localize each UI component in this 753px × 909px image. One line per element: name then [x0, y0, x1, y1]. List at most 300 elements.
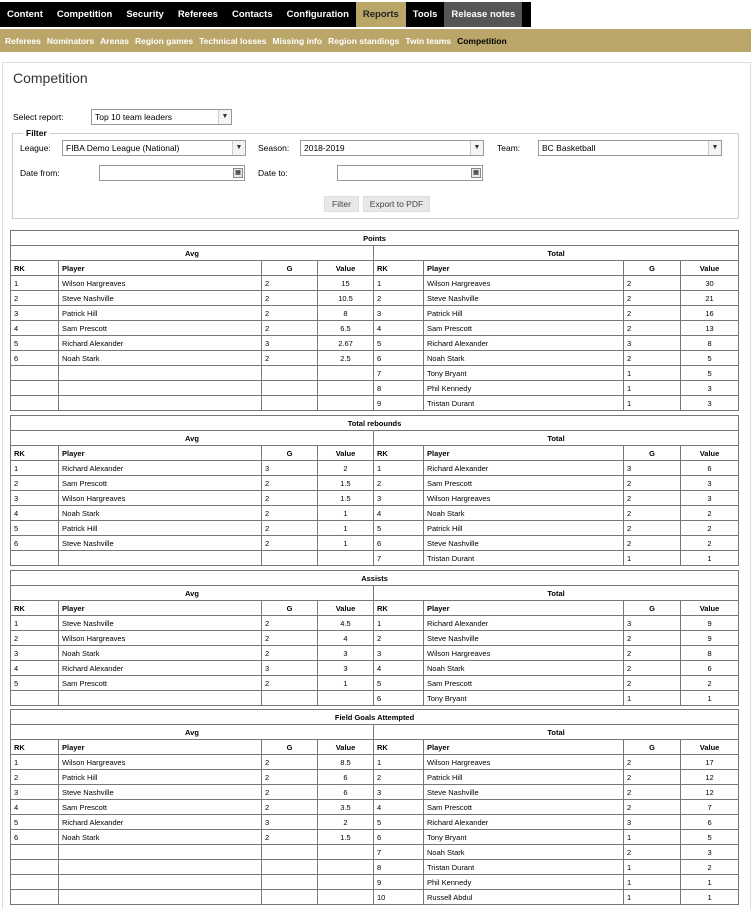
- value-cell: 1: [318, 676, 374, 691]
- games-cell: 1: [624, 691, 681, 706]
- league-row: [20, 140, 246, 156]
- rank-cell: 1: [11, 616, 59, 631]
- player-cell: Tony Bryant: [424, 691, 624, 706]
- chevron-down-icon: ▼: [218, 110, 231, 124]
- topnav-item-configuration[interactable]: Configuration: [286, 9, 349, 20]
- games-cell: 1: [624, 366, 681, 381]
- table-row: [11, 830, 739, 845]
- value-cell: 1.5: [318, 830, 374, 845]
- player-cell: Steve Nashville: [59, 536, 262, 551]
- player-cell: Wilson Hargreaves: [59, 631, 262, 646]
- games-cell: [262, 381, 318, 396]
- column-header-row: [11, 740, 739, 755]
- table-row: [11, 321, 739, 336]
- player-cell: [59, 890, 262, 905]
- rk-header: RK: [11, 446, 59, 461]
- value-header: Value: [681, 261, 739, 276]
- table-row: [11, 646, 739, 661]
- avg-total-header-row: [11, 725, 739, 740]
- player-cell: Wilson Hargreaves: [59, 276, 262, 291]
- player-cell: Sam Prescott: [424, 476, 624, 491]
- player-cell: Noah Stark: [59, 646, 262, 661]
- total-header: Total: [374, 725, 739, 740]
- value-cell: 8: [681, 646, 739, 661]
- games-cell: 2: [624, 800, 681, 815]
- value-cell: 4.5: [318, 616, 374, 631]
- top-navigation: [0, 0, 753, 29]
- date-from-label: Date from:: [20, 168, 60, 178]
- topnav-item-reports[interactable]: Reports: [356, 2, 406, 27]
- games-cell: 2: [262, 321, 318, 336]
- games-cell: 3: [624, 815, 681, 830]
- value-cell: 2: [681, 676, 739, 691]
- player-cell: Richard Alexander: [424, 461, 624, 476]
- games-cell: [262, 860, 318, 875]
- table-row: [11, 631, 739, 646]
- table-row: [11, 785, 739, 800]
- player-cell: Wilson Hargreaves: [424, 276, 624, 291]
- subnav-item-referees[interactable]: Referees: [5, 35, 41, 46]
- topnav-item-security[interactable]: Security: [126, 9, 164, 20]
- games-cell: 3: [262, 461, 318, 476]
- games-cell: 2: [624, 785, 681, 800]
- table-row: [11, 755, 739, 770]
- games-cell: 2: [624, 506, 681, 521]
- value-cell: [318, 381, 374, 396]
- table-row: [11, 336, 739, 351]
- date-to-input[interactable]: [337, 165, 483, 181]
- rank-cell: 4: [374, 800, 424, 815]
- games-cell: [262, 551, 318, 566]
- column-header-row: [11, 446, 739, 461]
- value-cell: 8.5: [318, 755, 374, 770]
- rank-cell: 6: [374, 536, 424, 551]
- player-cell: Noah Stark: [424, 845, 624, 860]
- subnav-item-technical-losses[interactable]: Technical losses: [199, 35, 267, 46]
- player-cell: Tristan Durant: [424, 860, 624, 875]
- value-cell: 9: [681, 616, 739, 631]
- rank-cell: 5: [374, 521, 424, 536]
- value-cell: 2: [681, 860, 739, 875]
- avg-header: Avg: [11, 431, 374, 446]
- chevron-down-icon: ▼: [232, 141, 245, 155]
- chevron-down-icon: ▼: [470, 141, 483, 155]
- value-cell: 6: [318, 785, 374, 800]
- games-cell: 2: [262, 800, 318, 815]
- player-cell: Richard Alexander: [424, 815, 624, 830]
- player-cell: Richard Alexander: [424, 616, 624, 631]
- rank-cell: 6: [11, 536, 59, 551]
- value-cell: 8: [681, 336, 739, 351]
- table-row: [11, 521, 739, 536]
- rank-cell: 3: [374, 306, 424, 321]
- rank-cell: 10: [374, 890, 424, 905]
- player-cell: Phil Kennedy: [424, 381, 624, 396]
- rank-cell: 7: [374, 551, 424, 566]
- table-row: [11, 396, 739, 411]
- player-cell: Patrick Hill: [59, 521, 262, 536]
- player-cell: Sam Prescott: [59, 800, 262, 815]
- team-label: Team:: [497, 143, 521, 153]
- games-cell: 2: [262, 476, 318, 491]
- table-row: [11, 306, 739, 321]
- date-to-row: [258, 165, 483, 181]
- rank-cell: 7: [374, 366, 424, 381]
- games-cell: 2: [624, 631, 681, 646]
- player-cell: Steve Nashville: [59, 616, 262, 631]
- value-cell: 10.5: [318, 291, 374, 306]
- table-row: [11, 476, 739, 491]
- value-header: Value: [681, 446, 739, 461]
- rank-cell: 5: [374, 336, 424, 351]
- topnav-item-tools[interactable]: Tools: [412, 9, 438, 20]
- rank-cell: 5: [11, 676, 59, 691]
- rank-cell: 5: [374, 676, 424, 691]
- rank-cell: 9: [374, 396, 424, 411]
- player-cell: Richard Alexander: [59, 815, 262, 830]
- subnav-item-region-games[interactable]: Region games: [134, 35, 194, 46]
- table-row: [11, 800, 739, 815]
- section-title: Field Goals Attempted: [11, 710, 739, 725]
- games-cell: 2: [262, 291, 318, 306]
- column-header-row: [11, 261, 739, 276]
- filter-legend: Filter: [23, 128, 50, 138]
- rank-cell: 2: [11, 631, 59, 646]
- rank-cell: 3: [11, 306, 59, 321]
- value-cell: 12: [681, 785, 739, 800]
- player-cell: Tony Bryant: [424, 366, 624, 381]
- season-select[interactable]: [300, 140, 484, 156]
- player-cell: Steve Nashville: [424, 785, 624, 800]
- games-cell: 2: [624, 491, 681, 506]
- rk-header: RK: [374, 261, 424, 276]
- games-cell: [262, 366, 318, 381]
- value-cell: [318, 366, 374, 381]
- player-cell: Sam Prescott: [59, 676, 262, 691]
- report-select-row: [13, 109, 232, 125]
- value-cell: [318, 691, 374, 706]
- games-cell: 2: [624, 676, 681, 691]
- table-row: [11, 860, 739, 875]
- export-pdf-button[interactable]: Export to PDF: [363, 196, 430, 212]
- games-cell: 2: [624, 536, 681, 551]
- value-cell: 1: [318, 536, 374, 551]
- games-cell: 3: [624, 461, 681, 476]
- table-row: [11, 890, 739, 905]
- column-header-row: [11, 601, 739, 616]
- table-row: [11, 291, 739, 306]
- games-cell: 2: [262, 631, 318, 646]
- player-cell: Noah Stark: [424, 351, 624, 366]
- rank-cell: 2: [11, 476, 59, 491]
- value-cell: 12: [681, 770, 739, 785]
- rank-cell: 6: [11, 351, 59, 366]
- team-select-value: BC Basketball: [542, 143, 596, 153]
- player-cell: Noah Stark: [59, 506, 262, 521]
- rank-cell: 5: [11, 521, 59, 536]
- value-cell: 9: [681, 631, 739, 646]
- report-select[interactable]: [91, 109, 232, 125]
- value-cell: 2.67: [318, 336, 374, 351]
- sub-navigation: [0, 29, 751, 52]
- topnav-item-content[interactable]: Content: [7, 9, 43, 20]
- value-cell: [318, 845, 374, 860]
- value-cell: 15: [318, 276, 374, 291]
- player-cell: Wilson Hargreaves: [424, 646, 624, 661]
- rank-cell: [11, 366, 59, 381]
- value-cell: 3: [318, 661, 374, 676]
- value-cell: 1: [318, 521, 374, 536]
- rank-cell: [11, 551, 59, 566]
- rank-cell: 1: [11, 461, 59, 476]
- value-cell: 2: [318, 815, 374, 830]
- g-header: G: [262, 740, 318, 755]
- rank-cell: 3: [11, 785, 59, 800]
- value-header: Value: [318, 601, 374, 616]
- player-cell: Sam Prescott: [424, 321, 624, 336]
- rank-cell: 3: [11, 646, 59, 661]
- rk-header: RK: [374, 740, 424, 755]
- player-cell: Noah Stark: [59, 351, 262, 366]
- total-header: Total: [374, 586, 739, 601]
- player-cell: Sam Prescott: [424, 800, 624, 815]
- value-cell: 1: [681, 890, 739, 905]
- value-header: Value: [681, 740, 739, 755]
- player-cell: Wilson Hargreaves: [424, 755, 624, 770]
- subnav-item-twin-teams[interactable]: Twin teams: [405, 35, 452, 46]
- value-cell: 6: [681, 661, 739, 676]
- player-cell: [59, 845, 262, 860]
- rank-cell: 4: [374, 506, 424, 521]
- games-cell: 1: [624, 551, 681, 566]
- topnav-item-contacts[interactable]: Contacts: [231, 9, 273, 20]
- calendar-icon[interactable]: ▦: [233, 168, 243, 178]
- value-cell: 2: [318, 461, 374, 476]
- team-select[interactable]: [538, 140, 722, 156]
- value-cell: 6: [318, 770, 374, 785]
- value-cell: [318, 396, 374, 411]
- rank-cell: 2: [374, 631, 424, 646]
- rank-cell: 5: [11, 336, 59, 351]
- subnav-item-missing-info[interactable]: Missing info: [272, 35, 323, 46]
- table-row: [11, 551, 739, 566]
- section-title-row: [11, 710, 739, 725]
- value-cell: 5: [681, 366, 739, 381]
- season-row: [258, 140, 484, 156]
- avg-header: Avg: [11, 586, 374, 601]
- games-cell: 2: [624, 306, 681, 321]
- team-row: [497, 140, 722, 156]
- rank-cell: 8: [374, 381, 424, 396]
- player-cell: Noah Stark: [424, 506, 624, 521]
- games-cell: 1: [624, 381, 681, 396]
- player-cell: Wilson Hargreaves: [424, 491, 624, 506]
- subnav-item-competition[interactable]: Competition: [457, 35, 507, 46]
- value-cell: 7: [681, 800, 739, 815]
- rank-cell: 4: [11, 661, 59, 676]
- value-cell: 5: [681, 351, 739, 366]
- value-cell: 2: [681, 521, 739, 536]
- value-cell: [318, 890, 374, 905]
- player-header: Player: [424, 446, 624, 461]
- g-header: G: [624, 601, 681, 616]
- player-cell: Patrick Hill: [59, 306, 262, 321]
- games-cell: 1: [624, 396, 681, 411]
- player-header: Player: [59, 261, 262, 276]
- season-select-value: 2018-2019: [304, 143, 345, 153]
- games-cell: 2: [624, 755, 681, 770]
- rank-cell: 8: [374, 860, 424, 875]
- player-cell: [59, 860, 262, 875]
- g-header: G: [262, 261, 318, 276]
- value-header: Value: [318, 446, 374, 461]
- games-cell: 1: [624, 830, 681, 845]
- player-cell: Steve Nashville: [59, 291, 262, 306]
- subnav-item-arenas[interactable]: Arenas: [100, 35, 129, 46]
- value-cell: 3: [681, 845, 739, 860]
- rank-cell: [11, 860, 59, 875]
- player-cell: Tristan Durant: [424, 551, 624, 566]
- value-cell: 16: [681, 306, 739, 321]
- value-header: Value: [681, 601, 739, 616]
- rk-header: RK: [11, 261, 59, 276]
- player-cell: Wilson Hargreaves: [59, 755, 262, 770]
- g-header: G: [624, 740, 681, 755]
- rk-header: RK: [11, 601, 59, 616]
- games-cell: 1: [624, 860, 681, 875]
- rk-header: RK: [374, 601, 424, 616]
- total-header: Total: [374, 246, 739, 261]
- games-cell: 2: [262, 491, 318, 506]
- section-title-row: [11, 416, 739, 431]
- games-cell: 2: [624, 351, 681, 366]
- games-cell: 2: [262, 616, 318, 631]
- table-row: [11, 845, 739, 860]
- filter-button[interactable]: Filter: [324, 196, 359, 212]
- rank-cell: 3: [374, 491, 424, 506]
- games-cell: [262, 845, 318, 860]
- rank-cell: 2: [374, 770, 424, 785]
- value-cell: 3: [681, 476, 739, 491]
- player-cell: Steve Nashville: [424, 291, 624, 306]
- chevron-down-icon: ▼: [708, 141, 721, 155]
- subnav-item-nominators[interactable]: Nominators: [46, 35, 95, 46]
- value-cell: 17: [681, 755, 739, 770]
- games-cell: 2: [624, 661, 681, 676]
- games-cell: 2: [262, 536, 318, 551]
- table-row: [11, 366, 739, 381]
- rank-cell: 7: [374, 845, 424, 860]
- player-header: Player: [424, 740, 624, 755]
- value-cell: 1: [318, 506, 374, 521]
- games-cell: [262, 875, 318, 890]
- player-header: Player: [59, 446, 262, 461]
- rank-cell: [11, 691, 59, 706]
- rank-cell: 3: [374, 646, 424, 661]
- player-cell: Noah Stark: [424, 661, 624, 676]
- rank-cell: 1: [374, 755, 424, 770]
- rank-cell: 4: [374, 661, 424, 676]
- rank-cell: 1: [374, 616, 424, 631]
- value-header: Value: [318, 740, 374, 755]
- subnav-item-region-standings[interactable]: Region standings: [328, 35, 400, 46]
- value-cell: 1.5: [318, 476, 374, 491]
- player-cell: Patrick Hill: [424, 521, 624, 536]
- games-cell: 2: [624, 321, 681, 336]
- calendar-icon[interactable]: ▦: [471, 168, 481, 178]
- g-header: G: [262, 446, 318, 461]
- player-header: Player: [59, 601, 262, 616]
- games-cell: 2: [262, 276, 318, 291]
- player-cell: Steve Nashville: [59, 785, 262, 800]
- rank-cell: [11, 890, 59, 905]
- date-to-label: Date to:: [258, 168, 288, 178]
- rank-cell: 4: [11, 800, 59, 815]
- table-row: [11, 276, 739, 291]
- player-header: Player: [424, 261, 624, 276]
- games-cell: 2: [624, 476, 681, 491]
- value-cell: 3: [681, 396, 739, 411]
- topnav-item-competition[interactable]: Competition: [56, 9, 113, 20]
- rank-cell: 2: [11, 770, 59, 785]
- date-from-input[interactable]: [99, 165, 245, 181]
- table-row: [11, 691, 739, 706]
- value-cell: 1.5: [318, 491, 374, 506]
- league-select[interactable]: [62, 140, 246, 156]
- rank-cell: [11, 396, 59, 411]
- league-label: League:: [20, 143, 51, 153]
- top-nav-bar: [0, 2, 531, 27]
- section-title-row: [11, 231, 739, 246]
- player-cell: Richard Alexander: [59, 461, 262, 476]
- report-table-assists: [10, 570, 739, 706]
- rank-cell: 3: [11, 491, 59, 506]
- report-table-total-rebounds: [10, 415, 739, 566]
- rank-cell: 4: [11, 321, 59, 336]
- value-cell: 6: [681, 461, 739, 476]
- player-cell: Steve Nashville: [424, 631, 624, 646]
- player-cell: Steve Nashville: [424, 536, 624, 551]
- player-cell: Phil Kennedy: [424, 875, 624, 890]
- table-row: [11, 815, 739, 830]
- topnav-item-release-notes[interactable]: Release notes: [444, 2, 522, 27]
- games-cell: [262, 691, 318, 706]
- rank-cell: 6: [374, 351, 424, 366]
- value-cell: [318, 875, 374, 890]
- value-cell: 3: [681, 381, 739, 396]
- value-cell: 8: [318, 306, 374, 321]
- table-row: [11, 661, 739, 676]
- games-cell: 2: [262, 676, 318, 691]
- rank-cell: 4: [11, 506, 59, 521]
- g-header: G: [624, 446, 681, 461]
- report-table-points: [10, 230, 739, 411]
- value-cell: 1: [681, 691, 739, 706]
- games-cell: [262, 890, 318, 905]
- table-row: [11, 536, 739, 551]
- table-row: [11, 616, 739, 631]
- rank-cell: 2: [374, 476, 424, 491]
- topnav-item-referees[interactable]: Referees: [177, 9, 218, 20]
- rank-cell: [11, 875, 59, 890]
- rank-cell: 6: [374, 830, 424, 845]
- games-cell: 2: [262, 755, 318, 770]
- date-from-row: [20, 165, 245, 181]
- avg-total-header-row: [11, 246, 739, 261]
- avg-total-header-row: [11, 431, 739, 446]
- rk-header: RK: [374, 446, 424, 461]
- rank-cell: 1: [374, 276, 424, 291]
